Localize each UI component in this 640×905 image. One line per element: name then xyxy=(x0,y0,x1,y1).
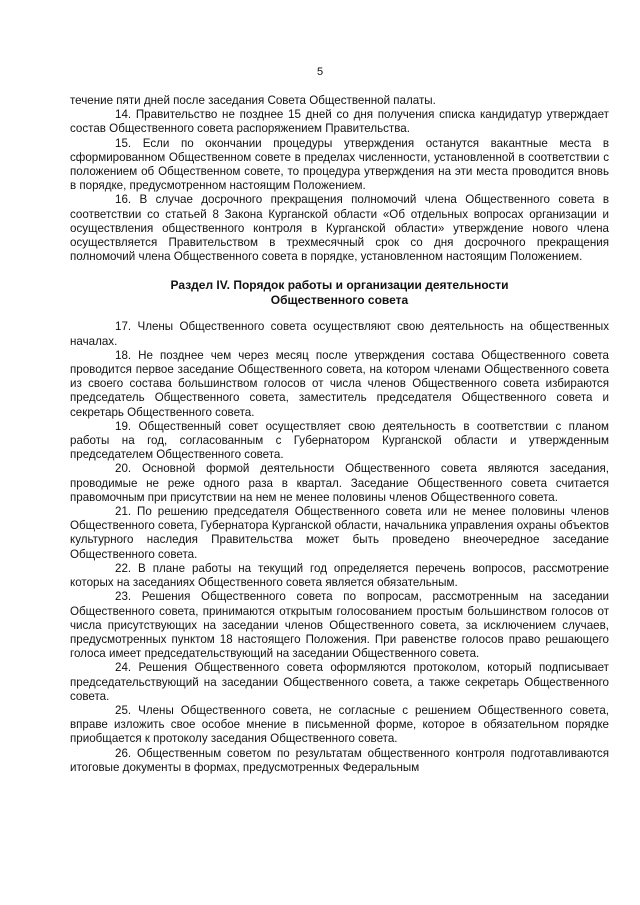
paragraph-21: 21. По решению председателя Общественного совета или не менее половины членов Общественного совета, Губернатора Курганской области, начальника управления охраны объектов культурного наследия Правительства может быть проведено внеочередное заседание Общественного совета. xyxy=(70,505,609,561)
paragraph-20: 20. Основной формой деятельности Общественного совета являются заседания, проводимые не реже одного раза в квартал. Заседание Общественного совета считается правомочным при присутствии на нем не менее половины членов Общественного совета. xyxy=(70,462,609,504)
section-heading xyxy=(70,278,609,308)
paragraph-19: 19. Общественный совет осуществляет свою деятельность в соответствии с планом работы на год, согласованным с Губернатором Курганской области и утвержденным председателем Общественного совета. xyxy=(70,419,609,462)
paragraph-24: 24. Решения Общественного совета оформляются протоколом, который подписывает председательствующий на заседании Общественного совета, а также секретарь Общественного совета. xyxy=(70,661,609,703)
paragraph-23: 23. Решения Общественного совета по вопросам, рассмотренным на заседании Общественного совета, принимаются открытым голосованием простым большинством голосов от числа присутствующих на заседании членов Общественного совета, за исключением случаев, предусмотренных пунктом 18 настоящего Положения. При равенстве голосов право решающего голоса имеет председательствующий на заседании Общественного совета. xyxy=(70,590,609,661)
paragraph-26: 26. Общественным советом по результатам общественного контроля подготавливаются итоговые документы в формах, предусмотренных Федеральным xyxy=(70,746,609,774)
paragraph-18: 18. Не позднее чем через месяц после утверждения состава Общественного совета проводится первое заседание Общественного совета, на котором членами Общественного совета из своего состава большинством голосов от числа членов Общественного совета избираются председатель Общественного совета, заместитель председателя Общественного совета и секретарь Общественного совета. xyxy=(70,348,609,419)
section-heading-line-2: Общественного совета xyxy=(270,293,409,308)
document-body xyxy=(70,94,609,775)
paragraph-17: 17. Члены Общественного совета осуществляют свою деятельность на общественных началах. xyxy=(70,320,609,348)
paragraph-14: 14. Правительство не позднее 15 дней со дня получения списка кандидатур утверждает состав Общественного совета распоряжением Правительства. xyxy=(70,108,609,136)
paragraph-continuation: течение пяти дней после заседания Совета Общественной палаты. xyxy=(70,94,436,107)
paragraph-16: 16. В случае досрочного прекращения полномочий члена Общественного совета в соответствии со статьей 8 Закона Курганской области «Об отдельных вопросах организации и осуществления общественного контроля в Курганской области» утверждение нового члена осуществляется Правительством в трехмесячный срок со дня досрочного прекращения полномочий члена Общественного совета в порядке, установленном настоящим Положением. xyxy=(70,193,609,264)
paragraph-15: 15. Если по окончании процедуры утверждения останутся вакантные места в сформированном Общественном совете в пределах численности, установленной в соответствии с положением об Общественном совете, то процедура утверждения на эти места проводится вновь в порядке, предусмотренном настоящим Положением. xyxy=(70,136,609,193)
paragraph-25: 25. Члены Общественного совета, не согласные с решением Общественного совета, вправе изложить свое особое мнение в письменной форме, которое в обязательном порядке приобщается к протоколу заседания Общественного совета. xyxy=(70,703,609,746)
page-number: 5 xyxy=(316,66,324,78)
paragraph-22: 22. В плане работы на текущий год определяется перечень вопросов, рассмотрение которых на заседаниях Общественного совета является обязательным. xyxy=(70,561,609,590)
section-heading-line-1: Раздел IV. Порядок работы и организации деятельности xyxy=(170,278,509,293)
